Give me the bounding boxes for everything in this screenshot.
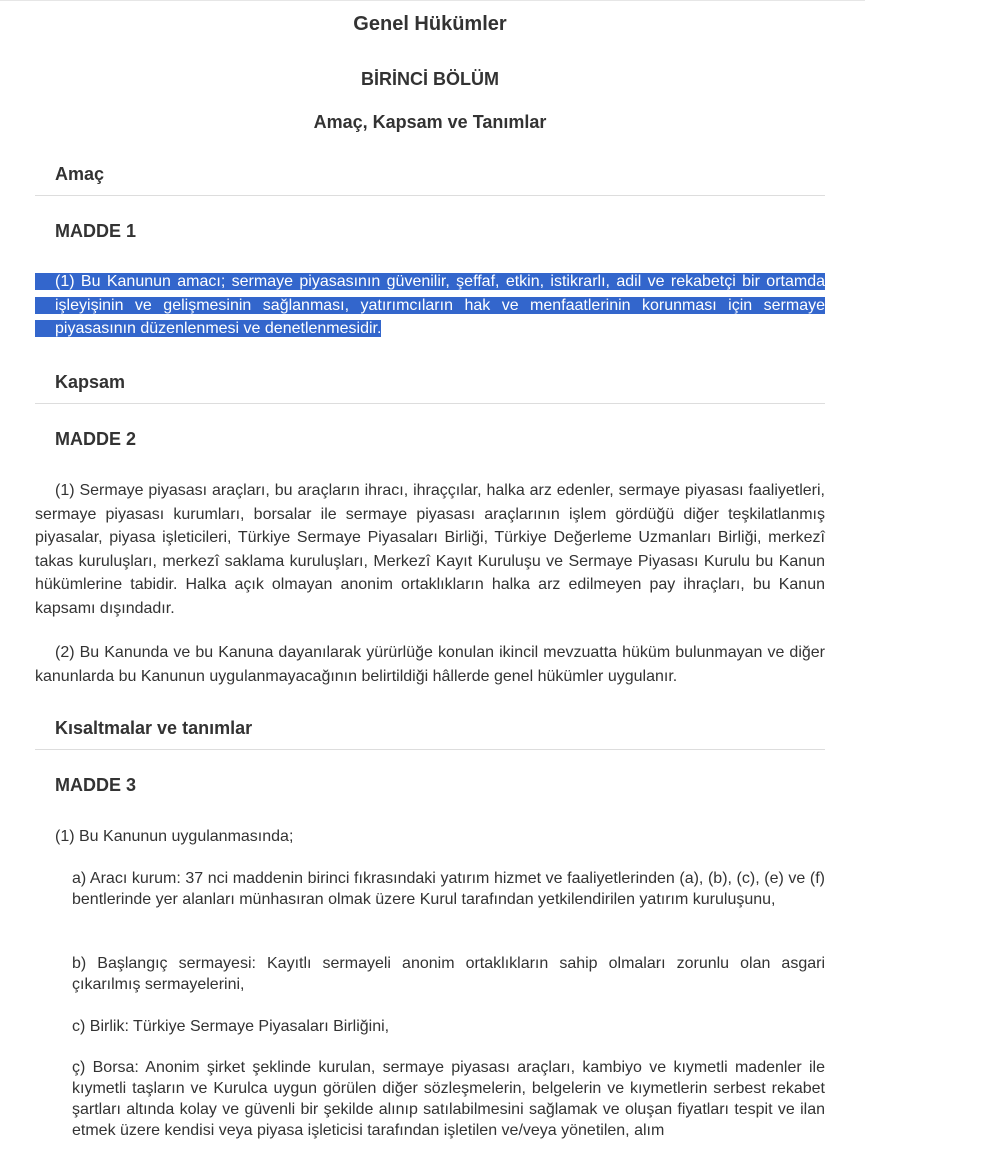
section-heading-purpose: Amaç [35,162,825,196]
definition-item: c) Birlik: Türkiye Sermaye Piyasaları Birliğini, [72,1018,390,1035]
top-divider [0,0,865,1]
article-2-paragraph-1: (1) Sermaye piyasası araçları, bu araçların ihracı, ihraççılar, halka arz edenler, sermaye piyasası faaliyetleri, sermaye piyasası kurumları, borsalar ile sermaye piyasası araçlarının işlem gördüğü diğer teşkilatlanmış piyasalar, piyasa işleticileri, Türkiye Sermaye Piyasaları Birliği, Türkiye Değerleme Uzmanları Birliği, merkezî takas kuruluşları, merkezî saklama kuruluşları, Merkezî Kayıt Kuruluşu ve Sermaye Piyasası Kurulu bu Kanun hükümlerine tabidir. Halka açık olmayan anonim ortaklıkların halka arz edilmeyen pay ihraçları, bu Kanun kapsamı dışındadır. [35,482,825,617]
selected-text[interactable]: (1) Bu Kanunun amacı; sermaye piyasasının güvenilir, şeffaf, etkin, istikrarlı, adil ve rekabetçi bir ortamda işleyişinin ve gelişmesinin sağlanması, yatırımcıların hak ve menfaatlerinin korunması için sermaye piyasasının düzenlenmesi ve denetlenmesidir. [35,273,825,337]
article-1-label: MADDE 1 [55,221,137,241]
general-provisions-title: Genel Hükümler [353,13,507,35]
part-subtitle: Amaç, Kapsam ve Tanımlar [313,112,547,132]
section-heading-scope: Kapsam [35,370,825,404]
article-1-paragraph-1[interactable] [35,270,825,341]
definition-item: b) Başlangıç sermayesi: Kayıtlı sermayeli anonim ortaklıkların sahip olmaları zorunlu olan asgari çıkarılmış sermayelerini, [72,955,825,993]
definition-item: ç) Borsa: Anonim şirket şeklinde kurulan, sermaye piyasası araçları, kambiyo ve kıymetli madenler ile kıymetli taşların ve Kurulca uygun görülen diğer sözleşmelerin, belgelerin ve kıymetlerin serbest rekabet şartları altında kolay ve güvenli bir şekilde alınıp satılabilmesini sağlamak ve oluşan fiyatları tespit ve ilan etmek üzere kendisi veya piyasa işleticisi tarafından işletilen ve/veya yönetilen, alım [72,1059,825,1139]
article-2-label: MADDE 2 [55,429,137,449]
part-title: BİRİNCİ BÖLÜM [361,69,499,89]
definition-item: a) Aracı kurum: 37 nci maddenin birinci fıkrasındaki yatırım hizmet ve faaliyetlerinden (a), (b), (c), (e) ve (f) bentlerinde yer alanları münhasıran olmak üzere Kurul tarafından yetkilendirilen yatırım kuruluşunu, [72,870,825,908]
article-2-paragraph-2: (2) Bu Kanunda ve bu Kanuna dayanılarak yürürlüğe konulan ikincil mevzuatta hüküm bulunmayan ve diğer kanunlarda bu Kanunun uygulanmayacağının belirtildiği hâllerde genel hükümler uygulanır. [35,644,825,685]
section-heading-definitions: Kısaltmalar ve tanımlar [35,716,825,750]
article-3-intro: (1) Bu Kanunun uygulanmasında; [55,828,294,845]
article-3-label: MADDE 3 [55,775,137,795]
